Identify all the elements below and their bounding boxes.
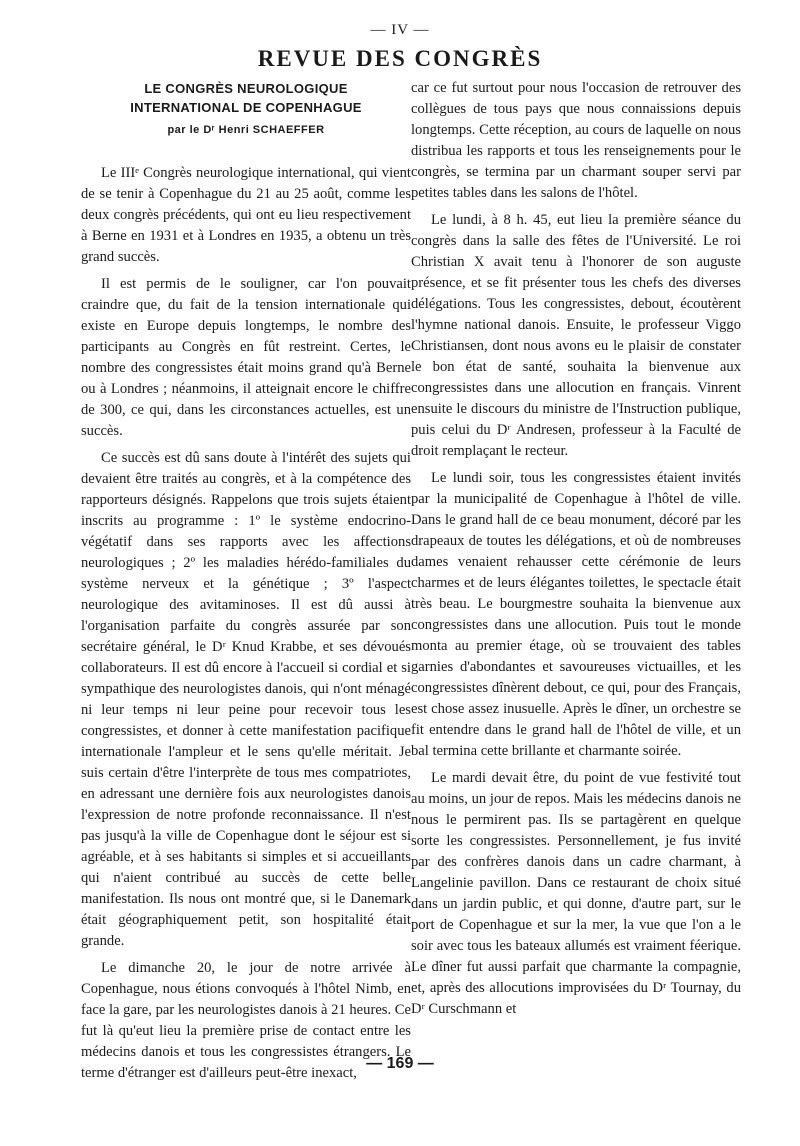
section-title: REVUE DES CONGRÈS — [257, 46, 543, 71]
paragraph: Le lundi soir, tous les congressistes étaient invités par la municipalité de Copenhague à l'hôtel de ville. Dans le grand hall de ce beau monument, décoré par les drapeaux de toutes les délégations, et où de nombreuses dames venaient rehausser cette cérémonie de leurs charmes et de leurs élégantes toilettes, le spectacle était très beau. Le bourgmestre souhaita la bienvenue aux congressistes dans une allocution. Puis tout le monde monta au premier étage, où se trouvaient des tables garnies d'abondantes et savoureuses victuailles, et les congressistes dînèrent debout, ce qui, pour des Français, est chose assez inusuelle. Après le dîner, un orchestre se fit entendre dans le grand hall de l'hôtel de ville, et un bal termina cette brillante et charmante soirée. — [411, 470, 741, 759]
page-folio: — IV — — [370, 22, 430, 38]
page-number: — 169 — — [366, 1055, 434, 1072]
article-title-line1: LE CONGRÈS NEUROLOGIQUE — [144, 81, 348, 96]
paragraph: Le dimanche 20, le jour de notre arrivée à Copenhague, nous étions convoqués à l'hôtel Nimb, en face la gare, par les neurologistes danois à 21 heures. Ce fut là qu'eut lieu la première prise de contact entre les médecins danois et tous les congressistes étrangers. Le terme d'étranger est d'ailleurs peut-être inexact, — [81, 960, 411, 1081]
paragraph: Il est permis de le souligner, car l'on pouvait craindre que, du fait de la tension internationale qui existe en Europe depuis longtemps, le nombre des participants au Congrès en fût restreint. Certes, le nombre des congressistes était moins grand qu'à Berne ou à Londres ; néanmoins, il atteignait encore le chiffre de 300, ce qui, dans les circonstances actuelles, est un succès. — [81, 276, 411, 439]
paragraph: Ce succès est dû sans doute à l'intérêt des sujets qui devaient être traités au congrès, et à la compétence des rapporteurs désignés. Rappelons que trois sujets étaient inscrits au programme : 1º le système endocrino-végétatif dans ses rapports avec les affections neurologiques ; 2º les maladies hérédo-familiales du système nerveux et la génétique ; 3º l'aspect neurologique des avitaminoses. Il est dû aussi à l'organisation parfaite du congrès assurée par son secrétaire général, le Dʳ Knud Krabbe, et ses dévoués collaborateurs. Il est dû encore à l'accueil si cordial et si sympathique des neurologistes danois, qui n'ont ménagé ni leur temps ni leur peine pour recevoir tous les congressistes, et donner à cette manifestation pacifique internationale l'ampleur et le sens qu'elle méritait. Je suis certain d'être l'interprète de tous mes compatriotes, en adressant une dernière fois aux neurologistes danois l'expression de notre profonde reconnaissance. Il n'est pas jusqu'à la ville de Copenhague dont le séjour est si agréable, et à ses habitants si simples et si accueillants qui n'aient contribué au succès de cette belle manifestation. Ils nous ont montré que, si le Danemark était géographiquement petit, son hospitalité était grande. — [81, 450, 411, 949]
article-byline: par le Dʳ Henri SCHAEFFER — [167, 124, 325, 136]
paragraph: car ce fut surtout pour nous l'occasion de retrouver des collègues de tous pays que nous connaissions depuis longtemps. Cette réception, au cours de laquelle on nous distribua les rapports et tous les renseignements pour le congrès, se termina par un charmant souper servi par petites tables dans les salons de l'hôtel. — [411, 80, 741, 201]
paragraph: Le mardi devait être, du point de vue festivité tout au moins, un jour de repos. Mais les médecins danois ne nous le permirent pas. Ils se partagèrent en quelque sorte les congressistes. Personnellement, je fus invité par des confrères danois dans un cadre charmant, à Langelinie pavillon. Dans ce restaurant de choix situé dans un jardin public, et qui donne, d'autre part, sur le port de Copenhague et sur la mer, la vue que l'on a le soir avec tous les bateaux allumés est vraiment féerique. Le dîner fut aussi parfait que charmante la compagnie, et, après des allocutions improvisées du Dʳ Tournay, du Dʳ Curschmann et — [411, 770, 741, 1017]
paragraph: Le lundi, à 8 h. 45, eut lieu la première séance du congrès dans la salle des fêtes de l'Université. Le roi Christian X avait tenu à l'honorer de son auguste présence, et se fit présenter tous les chefs des diverses délégations. Tous les congressistes, debout, écoutèrent l'hymne national danois. Ensuite, le professeur Viggo Christiansen, dont nous avons eu le plaisir de constater le bon état de santé, souhaita la bienvenue aux congressistes dans une allocution en français. Vinrent ensuite le discours du ministre de l'Instruction publique, puis celui du Dʳ Andresen, professeur à la Faculté de droit remplaçant le recteur. — [411, 212, 741, 459]
left-column — [81, 78, 411, 1084]
article-title-line2: INTERNATIONAL DE COPENHAGUE — [130, 100, 362, 115]
right-column — [411, 78, 741, 1020]
paragraph: Le IIIᵉ Congrès neurologique international, qui vient de se tenir à Copenhague du 21 au 25 août, comme les deux congrès précédents, qui ont eu lieu respectivement à Berne en 1931 et à Londres en 1935, a obtenu un très grand succès. — [81, 165, 411, 265]
